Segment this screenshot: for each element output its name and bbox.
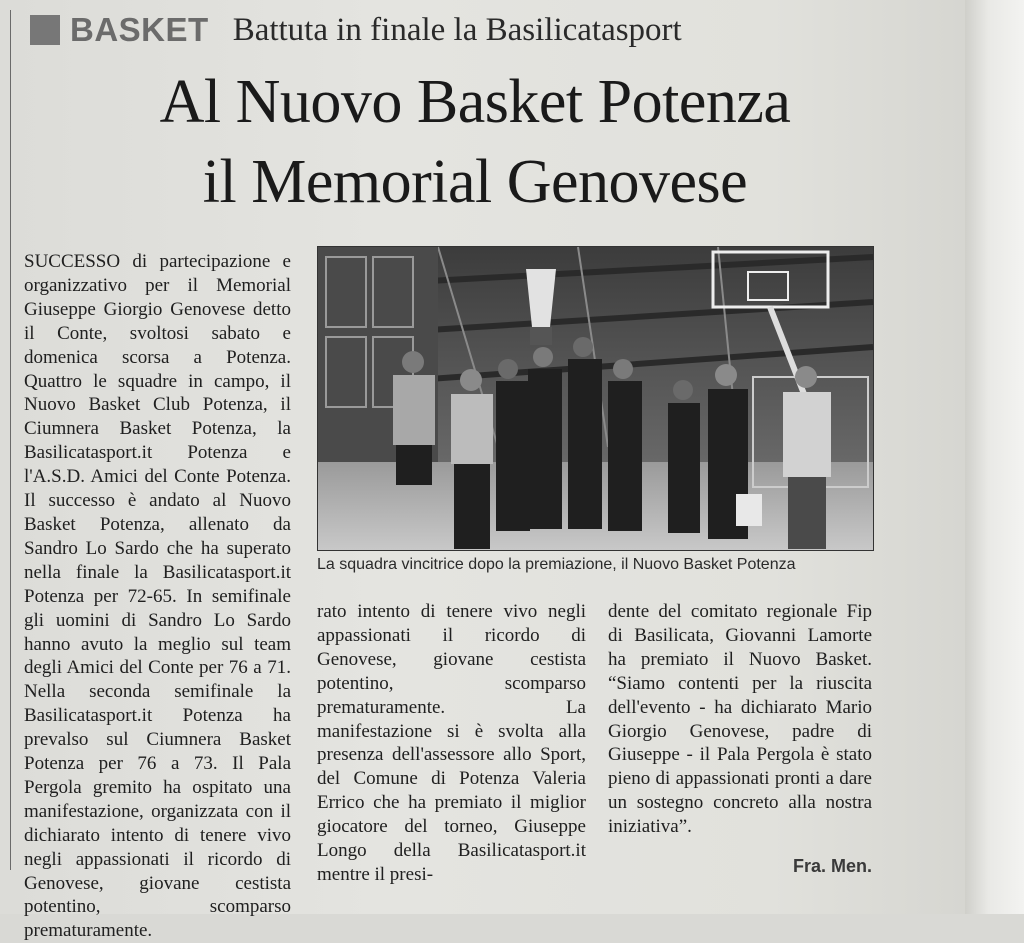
kicker <box>30 8 682 52</box>
page-edge <box>965 0 1024 914</box>
headline-line-2: il Memorial Genovese <box>202 148 748 216</box>
team-photo <box>317 246 874 551</box>
article-column-3: dente del comitato regionale Fip di Basilicata, Giovanni Lamorte ha premiato il Nuovo Basket. “Siamo contenti per la riuscita dell'evento - ha dichiarato Mario Giorgio Genovese, padre di Giuseppe - il Pala Pergola è stato pieno di appassionati pronti a dare un sostegno concreto alla nostra iniziativa”. <box>608 601 872 838</box>
article-column-2: rato intento di tenere vivo negli appassionati il ricordo di Genovese, giovane cestista potentino, scomparso prematuramente. La manifestazione si è svolta alla presenza dell'assessore allo Sport, del Comune di Potenza Valeria Errico che ha premiato il miglior giocatore del torneo, Giuseppe Longo della Basilicatasport.it mentre il presi- <box>317 601 586 885</box>
column-rule <box>10 10 11 870</box>
section-label: BASKET <box>70 11 209 48</box>
section-square-icon <box>30 15 60 45</box>
article-column-1: SUCCESSO di partecipazione e organizzativo per il Memorial Giuseppe Giorgio Genovese detto il Conte, svoltosi sabato e domenica scorsa a Potenza. Quattro le squadre in campo, il Nuovo Basket Club Potenza, il Ciumnera Basket Potenza, la Basilicatasport.it Potenza e l'A.S.D. Amici del Conte Potenza. Il successo è andato al Nuovo Basket Potenza, allenato da Sandro Lo Sardo che ha superato nella finale la Basilicatasport.it Potenza per 72-65. In semifinale gli uomini di Sandro Lo Sardo hanno avuto la meglio sul team degli Amici del Conte per 76 a 71. Nella seconda semifinale la Basilicatasport.it Potenza ha prevalso sul Ciumnera Basket Potenza per 76 a 73. Il Pala Pergola gremito ha ospitato una manifestazione, organizzata con il dichiarato intento di tenere vivo negli appassionati il ricordo di Genovese, giovane cestista potentino, scomparso prematuramente. <box>24 251 291 942</box>
photo-caption: La squadra vincitrice dopo la premiazione, il Nuovo Basket Potenza <box>317 556 796 573</box>
byline: Fra. Men. <box>792 856 872 876</box>
headline <box>50 62 900 222</box>
team-photo-image <box>318 247 873 550</box>
overline: Battuta in finale la Basilicatasport <box>232 11 682 48</box>
headline-line-1: Al Nuovo Basket Potenza <box>159 68 791 136</box>
